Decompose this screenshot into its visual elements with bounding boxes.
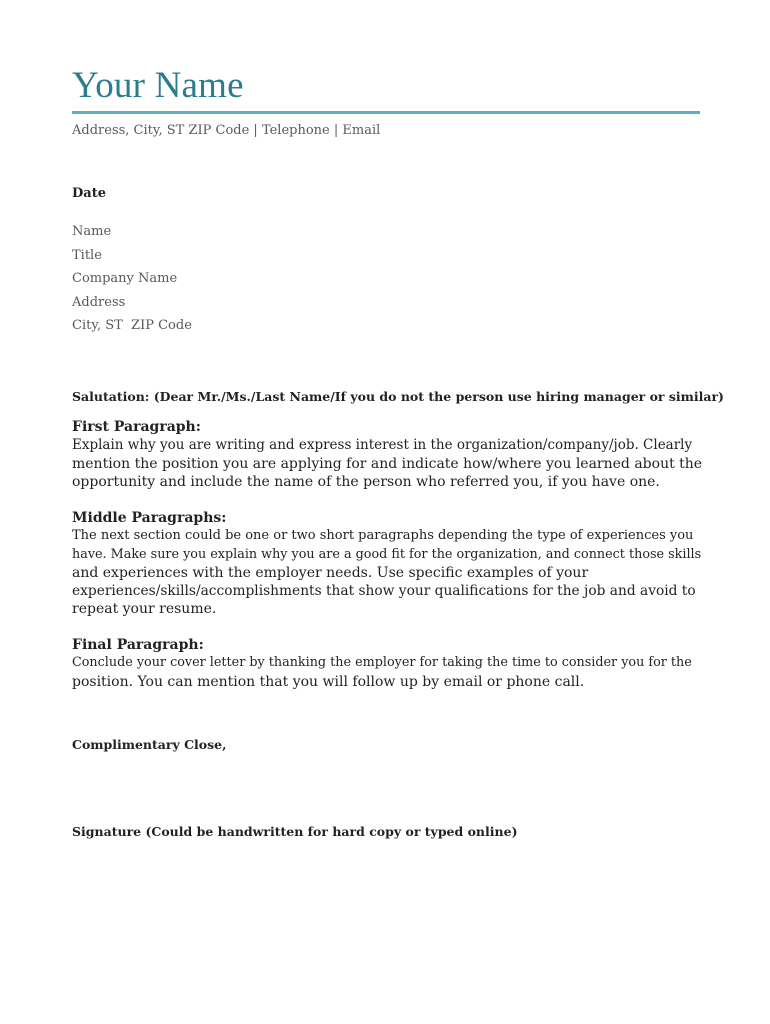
paragraph-line: have. Make sure you explain why you are a good fit for the organization, and connect those skills xyxy=(72,546,702,562)
salutation: Salutation: (Dear Mr./Ms./Last Name/If you do not the person use hiring manager or similar) xyxy=(72,389,724,404)
first-paragraph-heading: First Paragraph: xyxy=(72,419,201,435)
date-line: Date xyxy=(72,186,106,201)
final-paragraph-heading: Final Paragraph: xyxy=(72,637,204,653)
header-divider xyxy=(72,111,700,114)
paragraph-line: repeat your resume. xyxy=(72,601,217,618)
applicant-name: Your Name xyxy=(72,65,244,106)
complimentary-close: Complimentary Close, xyxy=(72,737,227,752)
paragraph-line: The next section could be one or two short paragraphs depending the type of experiences you xyxy=(72,528,694,544)
recipient-title: Title xyxy=(72,247,102,263)
paragraph-line: opportunity and include the name of the person who referred you, if you have one. xyxy=(72,473,660,490)
recipient-block xyxy=(72,220,192,338)
first-paragraph-section xyxy=(72,418,702,491)
middle-paragraphs-section xyxy=(72,509,702,619)
paragraph-line: mention the position you are applying for and indicate how/where you learned about the xyxy=(72,455,703,472)
paragraph-line: Conclude your cover letter by thanking the employer for taking the time to consider you for the xyxy=(72,655,692,671)
contact-line: Address, City, ST ZIP Code | Telephone | Email xyxy=(72,123,381,138)
paragraph-line: Explain why you are writing and express interest in the organization/company/job. Clearly xyxy=(72,437,693,454)
paragraph-line: position. You can mention that you will follow up by email or phone call. xyxy=(72,673,585,690)
signature-line: Signature (Could be handwritten for hard copy or typed online) xyxy=(72,824,518,839)
final-paragraph-section xyxy=(72,636,702,691)
paragraph-line: and experiences with the employer needs. Use specific examples of your xyxy=(72,564,589,581)
recipient-company: Company Name xyxy=(72,271,178,286)
recipient-address: Address xyxy=(72,294,126,310)
paragraph-line: experiences/skills/accomplishments that show your qualifications for the job and avoid to xyxy=(72,583,696,600)
recipient-name: Name xyxy=(72,224,112,239)
middle-paragraphs-heading: Middle Paragraphs: xyxy=(72,510,227,526)
recipient-city: City, ST ZIP Code xyxy=(72,318,192,333)
